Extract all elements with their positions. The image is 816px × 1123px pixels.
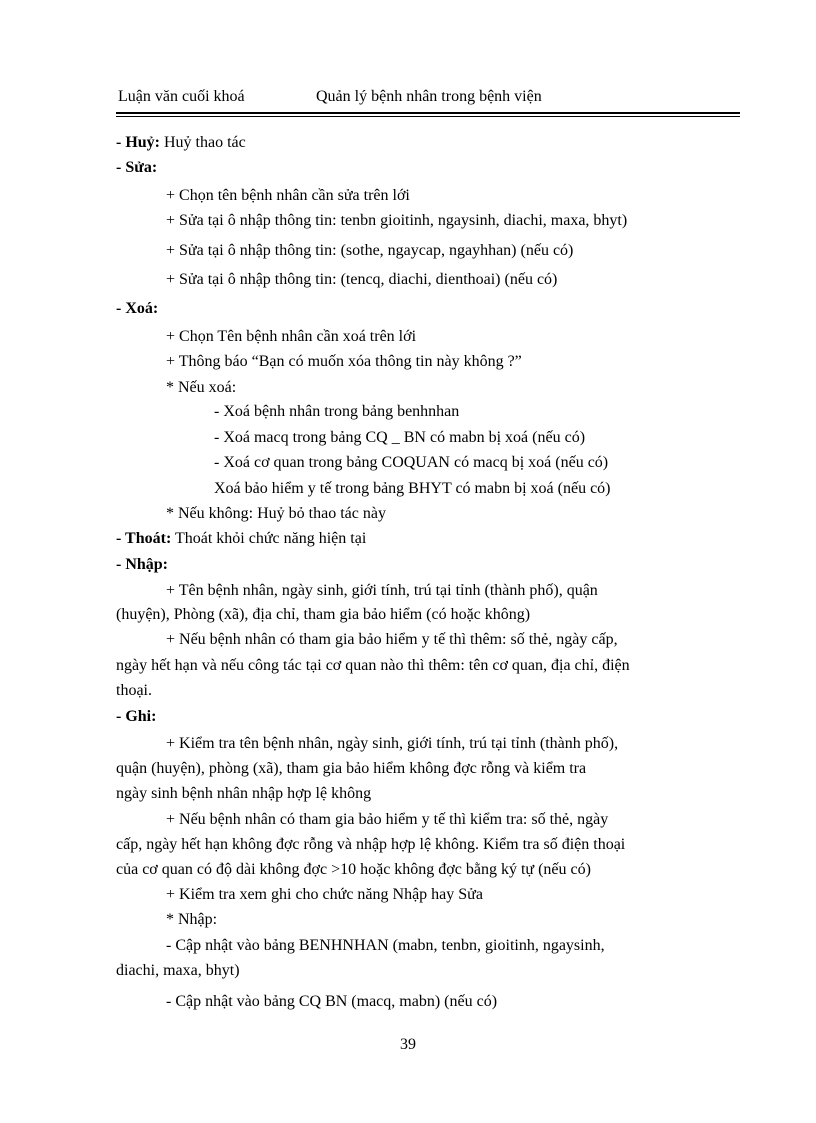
section-label: - Thoát: xyxy=(116,530,172,547)
paragraph-line: diachi, maxa, bhyt) xyxy=(116,962,240,979)
list-item: + Sửa tại ô nhập thông tin: (tencq, diachi, dienthoai) (nếu có) xyxy=(166,271,558,288)
section-sua xyxy=(116,158,157,178)
paragraph-line: ngày sinh bệnh nhân nhập hợp lệ không xyxy=(116,785,372,802)
section-label: - Huỷ: xyxy=(116,134,160,151)
paragraph-line: cấp, ngày hết hạn không đợc rỗng và nhập hợp lệ không. Kiểm tra số điện thoại xyxy=(116,836,626,853)
list-item: - Xoá cơ quan trong bảng COQUAN có macq bị xoá (nếu có) xyxy=(214,454,609,471)
section-ghi xyxy=(116,707,156,727)
section-nhap xyxy=(116,555,168,575)
paragraph-line: ngày hết hạn và nếu công tác tại cơ quan nào thì thêm: tên cơ quan, địa chỉ, điện xyxy=(116,657,630,674)
paragraph-line: thoại. xyxy=(116,682,152,699)
paragraph-line: - Cập nhật vào bảng CQ BN (macq, mabn) (nếu có) xyxy=(166,993,498,1010)
paragraph-line: của cơ quan có độ dài không đợc >10 hoặc không đợc bằng ký tự (nếu có) xyxy=(116,861,591,878)
list-item: * Nếu xoá: xyxy=(166,379,237,396)
section-label: - Nhập: xyxy=(116,556,169,573)
paragraph-line: + Nếu bệnh nhân có tham gia bảo hiểm y tế thì thêm: số thẻ, ngày cấp, xyxy=(166,631,618,648)
list-item: + Chọn Tên bệnh nhân cần xoá trên lới xyxy=(166,328,417,345)
header-thesis-label: Luận văn cuối khoá xyxy=(118,88,245,105)
list-item: * Nếu không: Huỷ bỏ thao tác này xyxy=(166,505,386,522)
section-huy xyxy=(116,133,246,153)
paragraph-line: + Kiểm tra xem ghi cho chức năng Nhập hay Sửa xyxy=(166,886,483,903)
header-thesis-title: Quản lý bệnh nhân trong bệnh viện xyxy=(316,88,542,105)
list-item: - Xoá macq trong bảng CQ _ BN có mabn bị xoá (nếu có) xyxy=(214,429,586,446)
list-item: + Chọn tên bệnh nhân cần sửa trên lới xyxy=(166,187,410,204)
list-item: - Xoá bệnh nhân trong bảng benhnhan xyxy=(214,403,460,420)
section-thoat xyxy=(116,529,366,549)
paragraph-line: + Nếu bệnh nhân có tham gia bảo hiểm y tế thì kiểm tra: số thẻ, ngày xyxy=(166,811,609,828)
header-rule-thin xyxy=(116,116,740,117)
paragraph-line: + Tên bệnh nhân, ngày sinh, giới tính, trú tại tỉnh (thành phố), quận xyxy=(166,582,598,599)
paragraph-line: * Nhập: xyxy=(166,911,218,928)
section-text: Thoát khỏi chức năng hiện tại xyxy=(171,530,367,547)
paragraph-line: quận (huyện), phòng (xã), tham gia bảo hiểm không đợc rỗng và kiểm tra xyxy=(116,760,587,777)
list-item: + Sửa tại ô nhập thông tin: tenbn gioitinh, ngaysinh, diachi, maxa, bhyt) xyxy=(166,212,628,229)
paragraph-line: - Cập nhật vào bảng BENHNHAN (mabn, tenbn, gioitinh, ngaysinh, xyxy=(166,937,605,954)
section-label: - Xoá: xyxy=(116,300,159,317)
list-item: Xoá bảo hiểm y tế trong bảng BHYT có mabn bị xoá (nếu có) xyxy=(214,480,611,497)
list-item: + Thông báo “Bạn có muốn xóa thông tin này không ?” xyxy=(166,353,522,370)
paragraph-line: (huyện), Phòng (xã), địa chỉ, tham gia bảo hiểm (có hoặc không) xyxy=(116,606,531,623)
list-item: + Sửa tại ô nhập thông tin: (sothe, ngaycap, ngayhhan) (nếu có) xyxy=(166,242,574,259)
page-number: 39 xyxy=(400,1036,416,1053)
header-rule-thick xyxy=(116,112,740,114)
paragraph-line: + Kiểm tra tên bệnh nhân, ngày sinh, giới tính, trú tại tỉnh (thành phố), xyxy=(166,735,619,752)
section-text: Huỷ thao tác xyxy=(160,134,246,151)
running-header xyxy=(118,88,740,110)
section-label: - Sửa: xyxy=(116,159,158,176)
section-xoa xyxy=(116,299,158,319)
section-label: - Ghi: xyxy=(116,708,157,725)
